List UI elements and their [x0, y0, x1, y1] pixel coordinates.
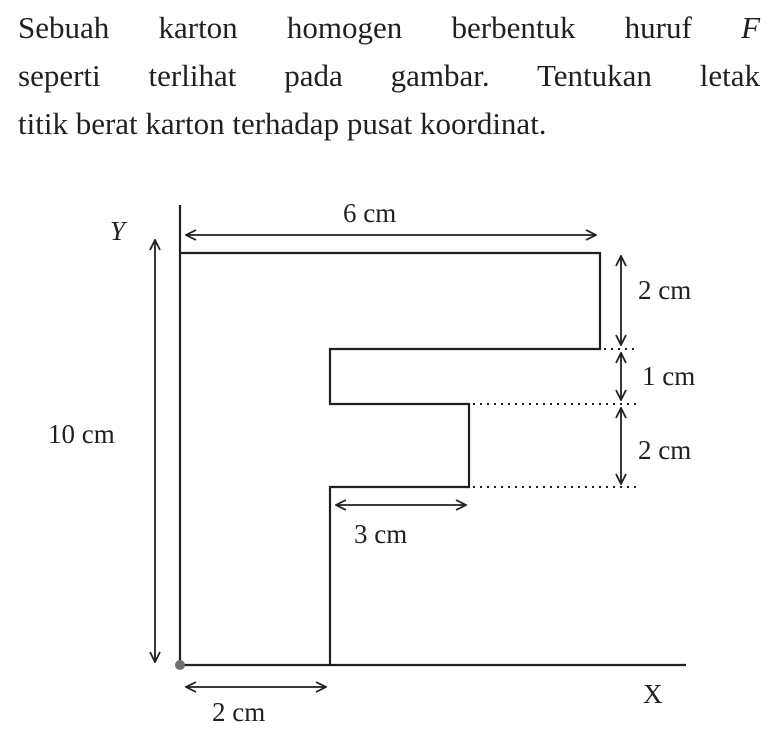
problem-line-1: Sebuah karton homogen berbentuk huruf F — [18, 10, 760, 45]
label-top-width: 6 cm — [343, 198, 397, 228]
label-middle-width: 3 cm — [354, 519, 408, 549]
problem-line-3: titik berat karton terhadap pusat koordinat. — [18, 106, 547, 141]
label-stem-width: 2 cm — [212, 697, 266, 727]
x-axis-label: X — [643, 679, 663, 709]
y-axis-label: Y — [110, 216, 126, 246]
origin-point — [175, 660, 185, 670]
f-shape-outline — [180, 253, 600, 665]
label-height: 10 cm — [48, 419, 115, 449]
problem-line-2: seperti terlihat pada gambar. Tentukan letak — [18, 58, 760, 93]
variable-f: F — [741, 10, 760, 45]
label-top-bar: 2 cm — [638, 275, 692, 305]
label-middle-bar: 2 cm — [638, 435, 692, 465]
label-gap: 1 cm — [642, 361, 696, 391]
